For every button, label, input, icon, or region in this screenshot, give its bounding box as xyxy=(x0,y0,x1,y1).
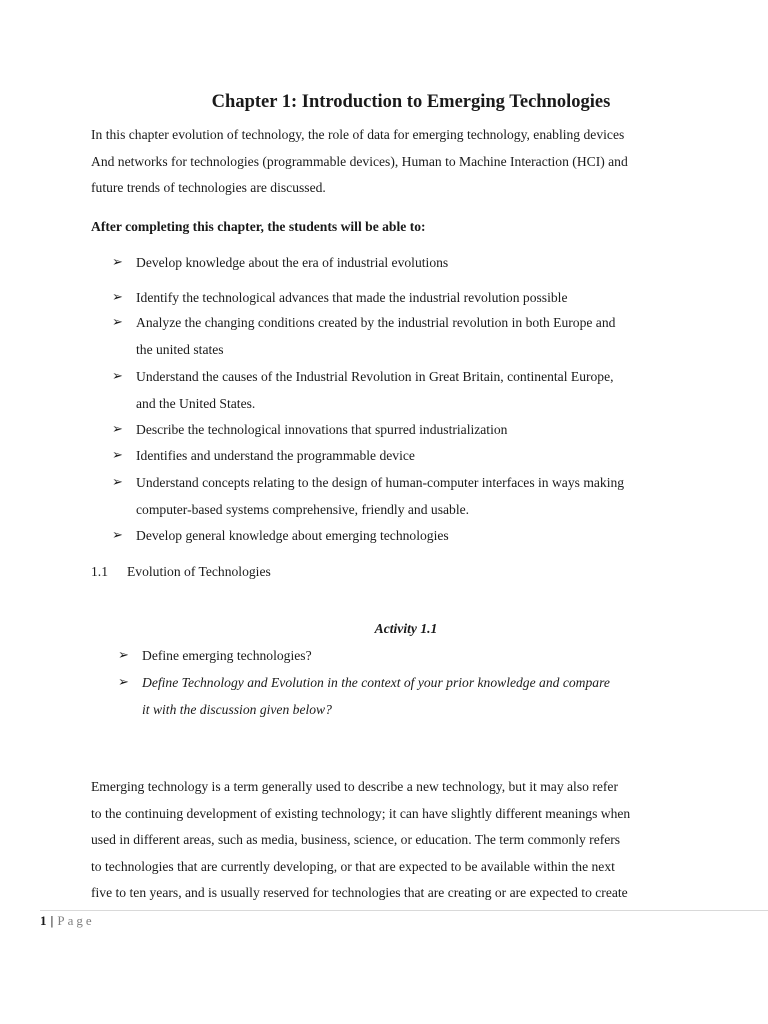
arrow-bullet-icon: ➢ xyxy=(112,255,123,270)
arrow-bullet-icon: ➢ xyxy=(112,528,123,543)
arrow-bullet-icon: ➢ xyxy=(112,315,123,330)
section-title: Evolution of Technologies xyxy=(127,564,271,579)
intro-line: In this chapter evolution of technology, the role of data for emerging technology, enabling devices xyxy=(91,127,625,142)
footer-divider xyxy=(40,910,768,911)
body-paragraph xyxy=(91,774,630,907)
chapter-title: Chapter 1: Introduction to Emerging Technologies xyxy=(211,92,611,112)
section-heading xyxy=(91,564,271,580)
objective-text: computer-based systems comprehensive, friendly and usable. xyxy=(136,501,470,517)
arrow-bullet-icon: ➢ xyxy=(112,369,123,384)
objective-text: Identify the technological advances that made the industrial revolution possible xyxy=(136,290,568,305)
body-line: five to ten years, and is usually reserved for technologies that are creating or are expected to create xyxy=(91,885,628,900)
intro-line: And networks for technologies (programmable devices), Human to Machine Interaction (HCI) and xyxy=(91,153,628,169)
objective-text: Describe the technological innovations that spurred industrialization xyxy=(136,422,508,437)
objective-text: Identifies and understand the programmable device xyxy=(136,448,415,463)
body-line: to technologies that are currently developing, or that are expected to be available within the next xyxy=(91,858,615,874)
arrow-bullet-icon: ➢ xyxy=(118,675,129,690)
arrow-bullet-icon: ➢ xyxy=(118,648,129,663)
objective-text: Understand concepts relating to the design of human-computer interfaces in ways making xyxy=(136,475,625,490)
arrow-bullet-icon: ➢ xyxy=(112,290,123,305)
intro-line: future trends of technologies are discussed. xyxy=(91,180,326,195)
arrow-bullet-icon: ➢ xyxy=(112,422,123,437)
objective-text: Develop general knowledge about emerging technologies xyxy=(136,528,449,543)
arrow-bullet-icon: ➢ xyxy=(112,448,123,463)
page-number: 1 xyxy=(40,913,47,928)
arrow-bullet-icon: ➢ xyxy=(112,475,123,490)
page-footer xyxy=(40,913,95,929)
activity-text: it with the discussion given below? xyxy=(142,701,332,717)
page-label: Page xyxy=(57,913,95,928)
objective-text: the united states xyxy=(136,341,224,357)
objective-text: Understand the causes of the Industrial Revolution in Great Britain, continental Europe, xyxy=(136,369,614,384)
body-line: to the continuing development of existing technology; it can have slightly different meanings when xyxy=(91,805,631,821)
body-line: Emerging technology is a term generally used to describe a new technology, but it may also refer xyxy=(91,779,618,794)
footer-separator: | xyxy=(50,913,54,928)
activity-text: Define emerging technologies? xyxy=(142,648,312,663)
activity-text: Define Technology and Evolution in the context of your prior knowledge and compare xyxy=(142,675,610,690)
objective-text: Analyze the changing conditions created by the industrial revolution in both Europe and xyxy=(136,315,616,330)
section-number: 1.1 xyxy=(91,564,108,579)
activity-title: Activity 1.1 xyxy=(374,621,438,636)
body-line: used in different areas, such as media, business, science, or education. The term commonly refers xyxy=(91,832,621,847)
objectives-heading: After completing this chapter, the students will be able to: xyxy=(91,219,426,234)
intro-paragraph xyxy=(91,122,628,202)
objective-text: Develop knowledge about the era of industrial evolutions xyxy=(136,255,449,270)
objective-text: and the United States. xyxy=(136,395,256,411)
